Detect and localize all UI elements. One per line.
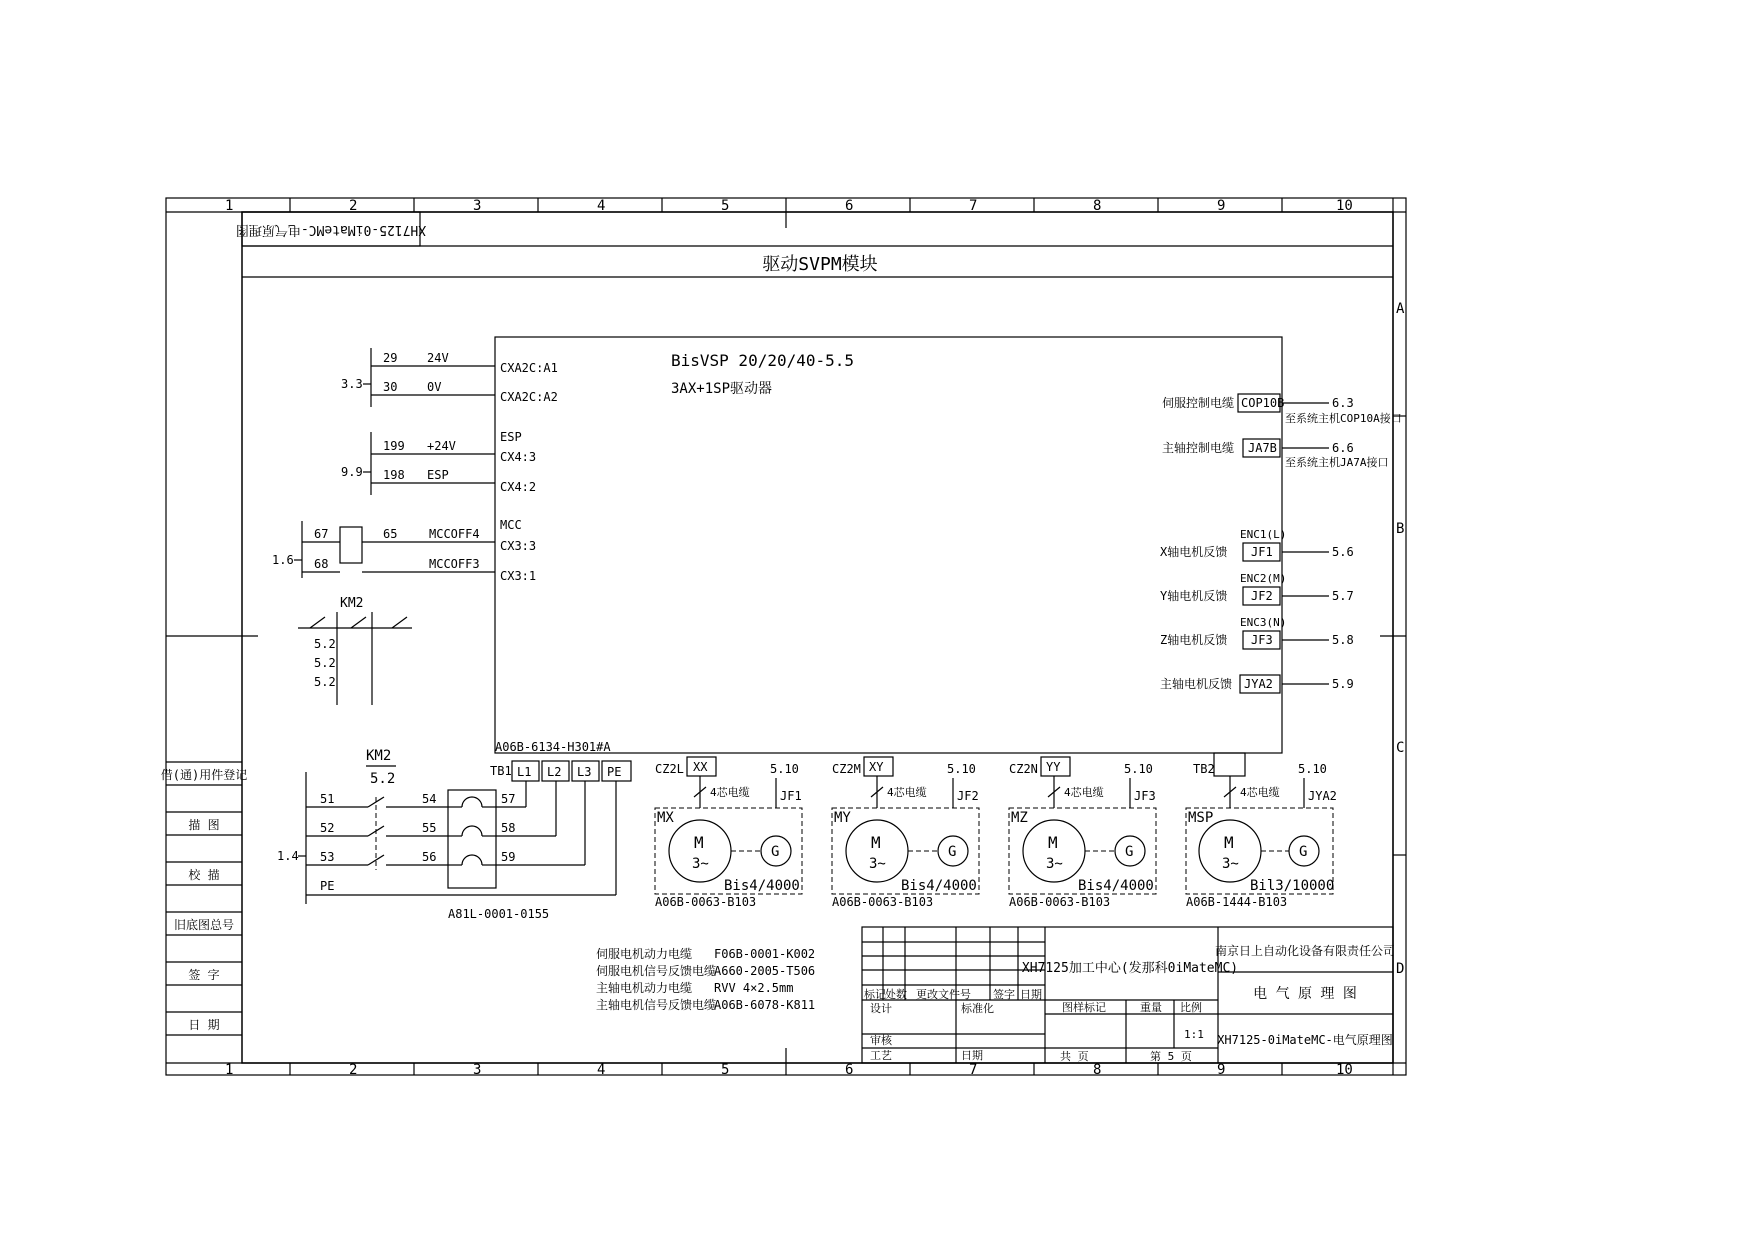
col-label: 7 — [969, 198, 978, 214]
ref-label: 1.4 — [277, 849, 299, 863]
col-label: 8 — [1093, 198, 1102, 214]
signal-name: MCCOFF4 — [429, 527, 480, 541]
terminal-label: L3 — [577, 765, 592, 779]
sidebar-label: 日 期 — [188, 1018, 220, 1032]
wire-number: 52 — [320, 821, 335, 835]
port-label: CZ2M — [832, 762, 861, 776]
motor-z — [1009, 757, 1156, 909]
cable-name: 伺服电机信号反馈电缆 — [596, 964, 717, 978]
terminal-label: L2 — [547, 765, 562, 779]
feedback-connector: JYA2 — [1308, 789, 1337, 803]
wire-number: 199 — [383, 439, 405, 453]
col-label: 5 — [721, 1062, 730, 1078]
encoder-label: ENC2(M) — [1240, 572, 1287, 585]
ref-label: 6.3 — [1332, 396, 1354, 410]
row-label: B — [1396, 521, 1405, 537]
cable-label: 4芯电缆 — [1240, 786, 1280, 799]
row-label: 审核 — [870, 1034, 892, 1047]
encoder-symbol: G — [771, 844, 780, 860]
col-label: 4 — [597, 198, 606, 214]
ref-label: 5.10 — [1124, 762, 1153, 776]
port-label: CZ2L — [655, 762, 684, 776]
cable-code: F06B-0001-K002 — [714, 947, 816, 961]
pin-label: CX4:2 — [500, 480, 537, 494]
drive-part-no: A06B-6134-H301#A — [495, 740, 611, 754]
cable-legend — [596, 946, 815, 1012]
ref-label: 9.9 — [341, 465, 363, 479]
encoder-label: ENC3(N) — [1240, 616, 1287, 629]
motor-part-no: A06B-0063-B103 — [1009, 895, 1111, 909]
row-label: 标准化 — [961, 1002, 994, 1015]
motor-part-no: A06B-1444-B103 — [1186, 895, 1288, 909]
wire-number: 55 — [422, 821, 437, 835]
col-label: 8 — [1093, 1062, 1102, 1078]
motor-symbol: M — [694, 833, 704, 852]
cable-code: A660-2005-T506 — [714, 964, 816, 978]
motor-y — [832, 757, 979, 909]
encoder-label: ENC1(L) — [1240, 528, 1287, 541]
cable-code: RVV 4×2.5mm — [714, 981, 794, 995]
col-label: 7 — [969, 1062, 978, 1078]
motor-symbol: M — [1048, 833, 1058, 852]
sidebar-label: 旧底图总号 — [173, 918, 235, 932]
motor-part-no: A06B-0063-B103 — [655, 895, 757, 909]
pin-label: CXA2C:A1 — [500, 361, 558, 375]
ref-label: 5.6 — [1332, 545, 1354, 559]
pin-label: CX3:3 — [500, 539, 537, 553]
feedback-connector: JF2 — [957, 789, 979, 803]
sidebar-label: 签 字 — [188, 968, 220, 982]
project-name: XH7125加工中心(发那科0iMateMC) — [1021, 961, 1239, 976]
wire-number: 53 — [320, 850, 335, 864]
pin-label: CX4:3 — [500, 450, 537, 464]
pin-group-label: MCC — [500, 518, 522, 532]
cable-label: 4芯电缆 — [1064, 786, 1104, 799]
ac-reactor-icon — [448, 790, 496, 888]
feedback-label: X轴电机反馈 — [1160, 545, 1228, 559]
feedback-connector: JF1 — [780, 789, 802, 803]
pin-label: CX3:1 — [500, 569, 537, 583]
feedback-connector: JF3 — [1134, 789, 1156, 803]
connector-label: JF1 — [1251, 545, 1273, 559]
cable-name: 主轴电机动力电缆 — [596, 981, 693, 995]
motor-model: Bis4/4000 — [724, 878, 800, 894]
ref-label: 5.9 — [1332, 677, 1354, 691]
motor-symbol: M — [871, 833, 881, 852]
wire-number: 67 — [314, 527, 329, 541]
header-label: 更改文件号 — [916, 988, 971, 1001]
motor-model: Bis4/4000 — [901, 878, 977, 894]
contactor-label: KM2 — [340, 596, 364, 611]
drawing-type: 电 气 原 理 图 — [1253, 986, 1357, 1002]
signal-name: +24V — [427, 439, 456, 453]
col-label: 2 — [349, 198, 358, 214]
ref-label: 5.10 — [947, 762, 976, 776]
cable-label: 4芯电缆 — [710, 786, 750, 799]
port-label: TB2 — [1193, 762, 1215, 776]
col-label: 9 — [1217, 1062, 1226, 1078]
cable-label: 伺服控制电缆 — [1162, 396, 1235, 410]
wire-number: 58 — [501, 821, 516, 835]
ref-label: 5.7 — [1332, 589, 1354, 603]
col-label: 10 — [1336, 1062, 1353, 1078]
feedback-label: Z轴电机反馈 — [1160, 633, 1228, 647]
km2-contacts-icon — [298, 596, 412, 705]
motor-spindle — [1186, 753, 1337, 909]
header-label: 处数 — [885, 988, 907, 1001]
cable-code: A06B-6078-K811 — [714, 998, 816, 1012]
row-label: 设计 — [870, 1002, 892, 1015]
col-label: 1 — [225, 1062, 234, 1078]
page-number: 第 5 页 — [1150, 1050, 1192, 1063]
terminal-block-label: TB1 — [490, 764, 512, 778]
scale-value: 1:1 — [1184, 1028, 1204, 1041]
motor-symbol: M — [1224, 833, 1234, 852]
wire-number: PE — [320, 879, 335, 893]
ref-label: 5.2 — [314, 637, 336, 651]
col-label: 1 — [225, 198, 234, 214]
motor-tag: MY — [834, 810, 851, 826]
encoder-symbol: G — [1125, 844, 1134, 860]
phase-symbol: 3~ — [692, 856, 709, 872]
motor-tag: MSP — [1188, 810, 1214, 826]
sidebar-label: 借(通)用件登记 — [160, 768, 248, 782]
wire-number: 57 — [501, 792, 516, 806]
col-label: 2 — [349, 1062, 358, 1078]
pin-group-label: ESP — [500, 430, 522, 444]
phase-symbol: 3~ — [1046, 856, 1063, 872]
row-label: 重量 — [1140, 1001, 1162, 1014]
row-label: 日期 — [961, 1049, 983, 1062]
destination-label: 至系统主机JA7A接口 — [1285, 456, 1389, 469]
wire-number: 198 — [383, 468, 405, 482]
company-name: 南京日上自动化设备有限责任公司 — [1214, 944, 1396, 958]
ref-label: 5.10 — [1298, 762, 1327, 776]
wire-number: 56 — [422, 850, 437, 864]
port-label: CZ2N — [1009, 762, 1038, 776]
ref-label: 6.6 — [1332, 441, 1354, 455]
power-input — [277, 748, 631, 921]
plug-label: YY — [1046, 760, 1061, 774]
motor-model: Bis4/4000 — [1078, 878, 1154, 894]
left-sidebar — [161, 762, 247, 1035]
connector-label: JF3 — [1251, 633, 1273, 647]
header-label: 签字 — [993, 988, 1015, 1001]
wire-number: 59 — [501, 850, 516, 864]
motor-part-no: A06B-0063-B103 — [832, 895, 934, 909]
drive-description: 3AX+1SP驱动器 — [671, 381, 773, 397]
sidebar-label: 描 图 — [188, 818, 220, 832]
drawing-number: XH7125-0iMateMC-电气原理图 — [1217, 1033, 1393, 1047]
motor-tag: MZ — [1011, 810, 1028, 826]
terminal-label: PE — [607, 765, 622, 779]
cable-label: 主轴控制电缆 — [1162, 441, 1235, 455]
contactor-label: KM2 — [366, 748, 392, 764]
col-label: 5 — [721, 198, 730, 214]
wire-number: 29 — [383, 351, 398, 365]
right-io — [1160, 394, 1405, 693]
left-io — [272, 348, 558, 705]
ref-label: 5.8 — [1332, 633, 1354, 647]
reactor-part-no: A81L-0001-0155 — [448, 907, 550, 921]
wire-number: 30 — [383, 380, 398, 394]
cable-label: 4芯电缆 — [887, 786, 927, 799]
sheet-title: 驱动SVPM模块 — [762, 254, 878, 275]
plug-label: XY — [869, 760, 884, 774]
motor-x — [655, 757, 802, 909]
plug-label: XX — [693, 760, 708, 774]
row-label: D — [1396, 961, 1405, 977]
wire-number: 68 — [314, 557, 329, 571]
phase-symbol: 3~ — [869, 856, 886, 872]
title-block — [862, 927, 1395, 1063]
row-label: 比例 — [1180, 1001, 1202, 1014]
ref-label: 1.6 — [272, 553, 294, 567]
ref-label: 5.10 — [770, 762, 799, 776]
wire-number: 54 — [422, 792, 437, 806]
row-label: C — [1396, 740, 1405, 756]
signal-name: 24V — [427, 351, 449, 365]
ref-label: 5.2 — [314, 675, 336, 689]
header-label: 日期 — [1020, 988, 1042, 1001]
cable-name: 主轴电机信号反馈电缆 — [596, 998, 717, 1012]
connector-label: JF2 — [1251, 589, 1273, 603]
drive-model: BisVSP 20/20/40-5.5 — [671, 351, 855, 370]
cable-name: 伺服电机动力电缆 — [596, 947, 693, 961]
header-label: 标记 — [864, 988, 886, 1001]
col-label: 6 — [845, 198, 854, 214]
motor-plug — [1214, 753, 1245, 776]
signal-name: MCCOFF3 — [429, 557, 480, 571]
col-label: 10 — [1336, 198, 1353, 214]
col-label: 6 — [845, 1062, 854, 1078]
connector-label: JYA2 — [1244, 677, 1273, 691]
signal-name: ESP — [427, 468, 449, 482]
row-label: 工艺 — [870, 1049, 892, 1062]
ref-label: 5.2 — [370, 771, 396, 787]
col-label: 3 — [473, 198, 482, 214]
feedback-label: Y轴电机反馈 — [1160, 589, 1228, 603]
row-label: A — [1396, 301, 1405, 317]
page-total: 共 页 — [1060, 1050, 1089, 1063]
row-label: 图样标记 — [1062, 1001, 1106, 1014]
wire-number: 51 — [320, 792, 335, 806]
destination-label: 至系统主机COP10A接口 — [1285, 412, 1402, 425]
col-label: 3 — [473, 1062, 482, 1078]
motor-tag: MX — [657, 810, 674, 826]
connector-label: COP10B — [1241, 396, 1285, 410]
drawing-ref-mirrored: XH7125-0iMateMC-电气原理图 — [235, 222, 427, 237]
pin-label: CXA2C:A2 — [500, 390, 558, 404]
terminal-label: L1 — [517, 765, 532, 779]
ref-label: 3.3 — [341, 377, 363, 391]
feedback-label: 主轴电机反馈 — [1160, 677, 1233, 691]
col-label: 9 — [1217, 198, 1226, 214]
encoder-symbol: G — [948, 844, 957, 860]
connector-label: JA7B — [1248, 441, 1277, 455]
encoder-symbol: G — [1299, 844, 1308, 860]
signal-name: 0V — [427, 380, 442, 394]
relay-coil-icon — [340, 527, 362, 563]
col-label: 4 — [597, 1062, 606, 1078]
sidebar-label: 校 描 — [188, 868, 220, 882]
wire-number: 65 — [383, 527, 398, 541]
ref-label: 5.2 — [314, 656, 336, 670]
phase-symbol: 3~ — [1222, 856, 1239, 872]
motor-model: Bil3/10000 — [1250, 878, 1335, 894]
